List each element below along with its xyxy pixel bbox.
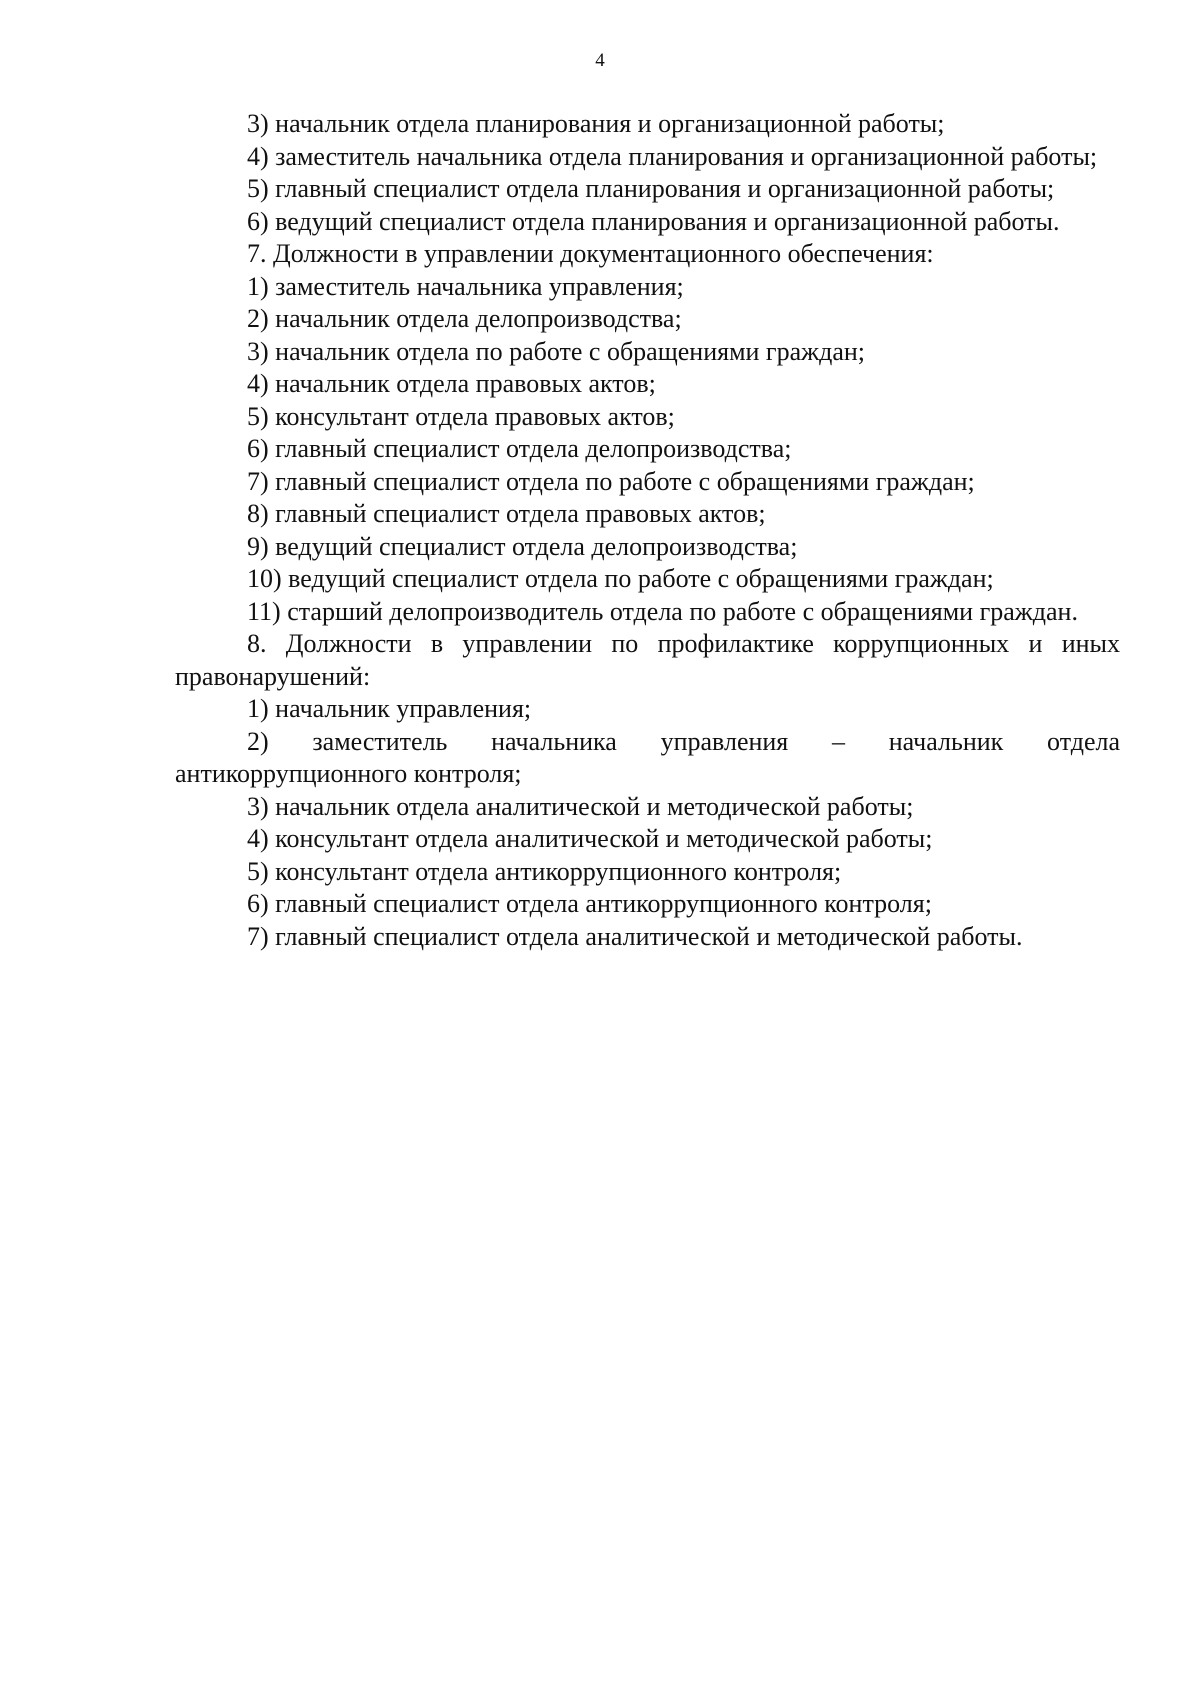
section-heading: 8. Должности в управлении по профилактике коррупционных и иных правонарушений: — [175, 629, 1120, 691]
list-item: 10) ведущий специалист отдела по работе с обращениями граждан; — [247, 564, 994, 593]
list-item: 5) главный специалист отдела планирования и организационной работы; — [247, 174, 1055, 203]
list-item: 7) главный специалист отдела по работе с обращениями граждан; — [247, 466, 975, 496]
list-item: 4) консультант отдела аналитической и методической работы; — [247, 824, 933, 853]
section-heading: 7. Должности в управлении документационного обеспечения: — [247, 239, 934, 268]
document-body — [175, 108, 1120, 953]
list-item: 4) заместитель начальника отдела планирования и организационной работы; — [247, 141, 1098, 171]
list-item: 6) ведущий специалист отдела планирования и организационной работы. — [247, 206, 1060, 236]
list-item: 3) начальник отдела по работе с обращениями граждан; — [247, 336, 866, 366]
list-item: 2) заместитель начальника управления – начальник отдела антикоррупционного контроля; — [175, 726, 1120, 788]
list-item: 6) главный специалист отдела антикоррупционного контроля; — [247, 889, 932, 918]
list-item: 7) главный специалист отдела аналитической и методической работы. — [247, 921, 1023, 951]
list-item: 9) ведущий специалист отдела делопроизводства; — [247, 531, 798, 561]
list-item: 1) заместитель начальника управления; — [247, 271, 684, 301]
list-item: 3) начальник отдела планирования и организационной работы; — [247, 109, 945, 138]
list-item: 2) начальник отдела делопроизводства; — [247, 304, 682, 333]
list-item: 8) главный специалист отдела правовых актов; — [247, 499, 766, 528]
list-item: 5) консультант отдела антикоррупционного контроля; — [247, 856, 842, 886]
list-item: 3) начальник отдела аналитической и методической работы; — [247, 791, 914, 821]
list-item: 1) начальник управления; — [247, 694, 532, 723]
list-item: 4) начальник отдела правовых актов; — [247, 369, 656, 398]
list-item: 5) консультант отдела правовых актов; — [247, 401, 675, 431]
page-number: 4 — [595, 50, 605, 71]
list-item: 11) старший делопроизводитель отдела по работе с обращениями граждан. — [247, 596, 1078, 626]
list-item: 6) главный специалист отдела делопроизводства; — [247, 434, 792, 463]
